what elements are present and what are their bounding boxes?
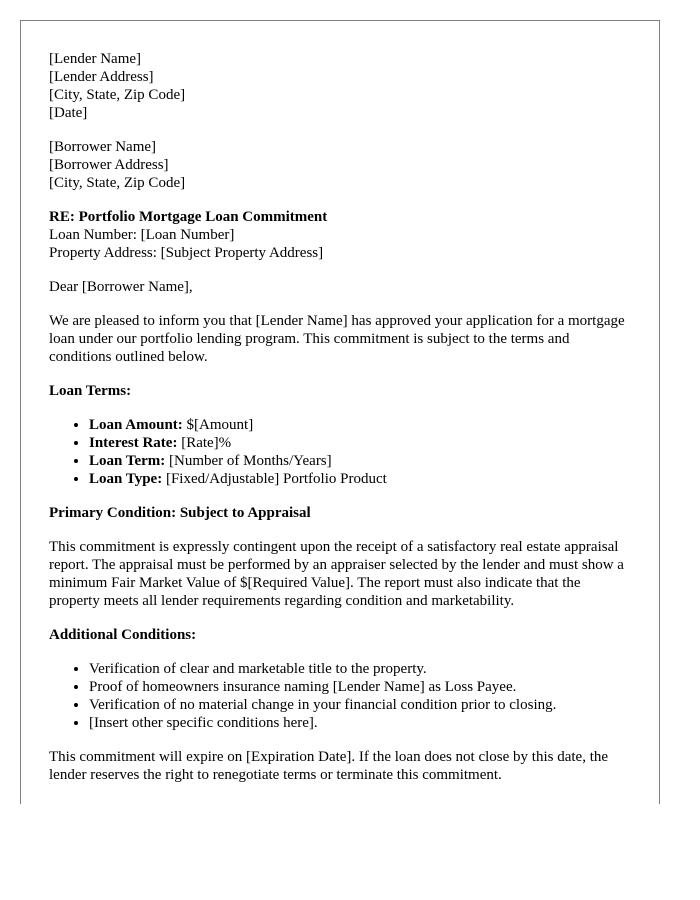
borrower-address: [Borrower Address] xyxy=(49,157,169,173)
loan-terms-heading: Loan Terms: xyxy=(49,383,132,399)
list-item xyxy=(89,470,629,488)
borrower-name: [Borrower Name] xyxy=(49,139,157,155)
loan-number: Loan Number: [Loan Number] xyxy=(49,227,235,243)
primary-condition-paragraph: This commitment is expressly contingent upon the receipt of a satisfactory real estate appraisal report. The appraisal must be performed by an appraiser selected by the lender and must show a minimum Fair Market Value of $[Required Value]. The report must also indicate that the property meets all lender requirements regarding condition and marketability. xyxy=(49,539,624,609)
lender-city-state-zip: [City, State, Zip Code] xyxy=(49,87,186,103)
salutation: Dear [Borrower Name], xyxy=(49,279,193,295)
letter-content xyxy=(49,50,629,800)
term-value: $[Amount] xyxy=(182,417,254,433)
letter-page xyxy=(20,20,660,804)
term-value: [Fixed/Adjustable] Portfolio Product xyxy=(162,471,387,487)
lender-name: [Lender Name] xyxy=(49,51,142,67)
primary-condition-heading: Primary Condition: Subject to Appraisal xyxy=(49,505,311,521)
term-value: [Number of Months/Years] xyxy=(165,453,332,469)
list-item: • Proof of homeowners insurance naming [Lender Name] as Loss Payee. xyxy=(89,678,629,696)
lender-address-block xyxy=(49,50,629,122)
lender-address: [Lender Address] xyxy=(49,69,154,85)
property-address: Property Address: [Subject Property Address] xyxy=(49,245,324,261)
closing-paragraph: This commitment will expire on [Expiration Date]. If the loan does not close by this date, the lender reserves the right to renegotiate terms or terminate this commitment. xyxy=(49,749,609,783)
intro-paragraph: We are pleased to inform you that [Lender Name] has approved your application for a mortgage loan under our portfolio lending program. This commitment is subject to the terms and conditions outlined below. xyxy=(49,313,625,365)
list-item xyxy=(89,452,629,470)
term-label: Loan Amount: xyxy=(89,417,183,433)
term-value: [Rate]% xyxy=(177,435,232,451)
additional-conditions-list xyxy=(49,660,629,732)
borrower-address-block xyxy=(49,138,629,192)
loan-terms-list xyxy=(49,416,629,488)
borrower-city-state-zip: [City, State, Zip Code] xyxy=(49,175,186,191)
list-item: • [Insert other specific conditions here]. xyxy=(89,714,629,732)
list-item: • Verification of clear and marketable title to the property. xyxy=(89,660,629,678)
additional-conditions-heading: Additional Conditions: xyxy=(49,627,197,643)
term-label: Interest Rate: xyxy=(89,435,178,451)
list-item: • Verification of no material change in your financial condition prior to closing. xyxy=(89,696,629,714)
letter-date: [Date] xyxy=(49,105,88,121)
re-block xyxy=(49,208,629,262)
list-item xyxy=(89,434,629,452)
re-subject: RE: Portfolio Mortgage Loan Commitment xyxy=(49,209,328,225)
term-label: Loan Term: xyxy=(89,453,166,469)
list-item xyxy=(89,416,629,434)
term-label: Loan Type: xyxy=(89,471,163,487)
